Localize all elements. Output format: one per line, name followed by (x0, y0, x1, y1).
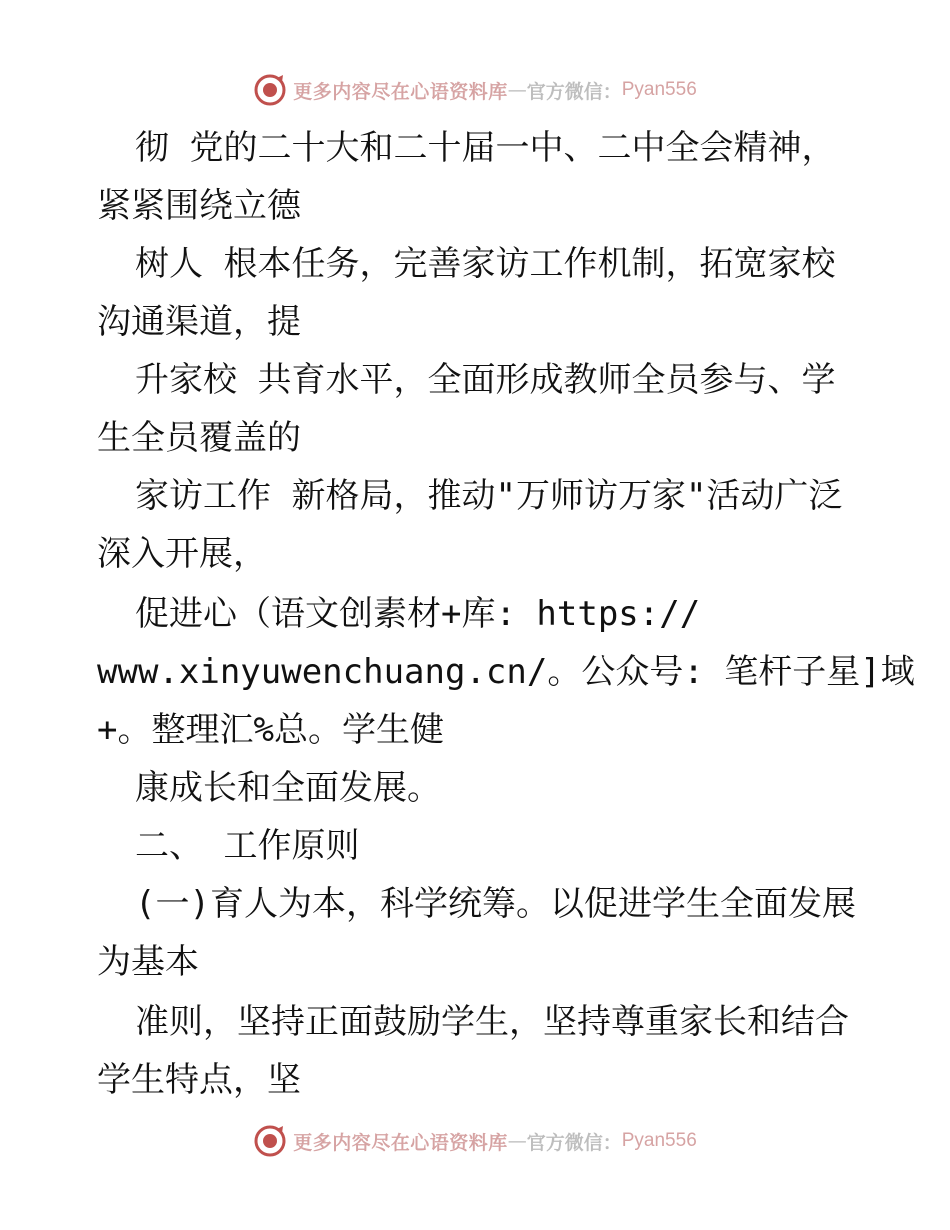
banner-wechat-label: 官方微信： (526, 80, 622, 103)
text-line: +。整理汇%总。学生健 (97, 710, 444, 750)
text-line: 升家校 共育水平，全面形成教师全员参与、学 (135, 360, 836, 400)
text-line: 促进心（语文创素材+库: https:// (135, 594, 701, 634)
text-line: 准则，坚持正面鼓励学生，坚持尊重家长和结合 (135, 1002, 849, 1042)
banner-wechat-label: 官方微信： (526, 1131, 622, 1154)
brand-logo-icon (253, 73, 287, 107)
text-line: (一)育人为本，科学统筹。以促进学生全面发展 (135, 884, 856, 924)
section-heading: 二、 工作原则 (135, 826, 360, 866)
text-line: 康成长和全面发展。 (135, 768, 441, 808)
text-line: 学生特点，坚 (97, 1060, 301, 1100)
brand-logo-icon (253, 1124, 287, 1158)
banner-separator: — (507, 1130, 527, 1152)
text-line: 为基本 (97, 942, 199, 982)
banner-wechat-id: Pyan556 (621, 79, 697, 100)
text-line: 生全员覆盖的 (97, 418, 301, 458)
text-line: 紧紧围绕立德 (97, 186, 301, 226)
text-line: 沟通渠道，提 (97, 302, 301, 342)
banner-slogan: 更多内容尽在心语资料库 (293, 1131, 508, 1154)
footer-watermark-banner (0, 1121, 950, 1161)
text-line: 树人 根本任务，完善家访工作机制，拓宽家校 (135, 244, 836, 284)
banner-separator: — (507, 79, 527, 101)
text-line: 彻 党的二十大和二十届一中、二中全会精神， (135, 128, 836, 168)
banner-slogan: 更多内容尽在心语资料库 (293, 80, 508, 103)
banner-wechat-id: Pyan556 (621, 1130, 697, 1151)
text-line: www.xinyuwenchuang.cn/。公众号: 笔杆子星]域 (97, 652, 915, 692)
text-line: 深入开展， (97, 534, 267, 574)
header-watermark-banner (0, 70, 950, 110)
text-line: 家访工作 新格局，推动"万师访万家"活动广泛 (135, 476, 843, 516)
